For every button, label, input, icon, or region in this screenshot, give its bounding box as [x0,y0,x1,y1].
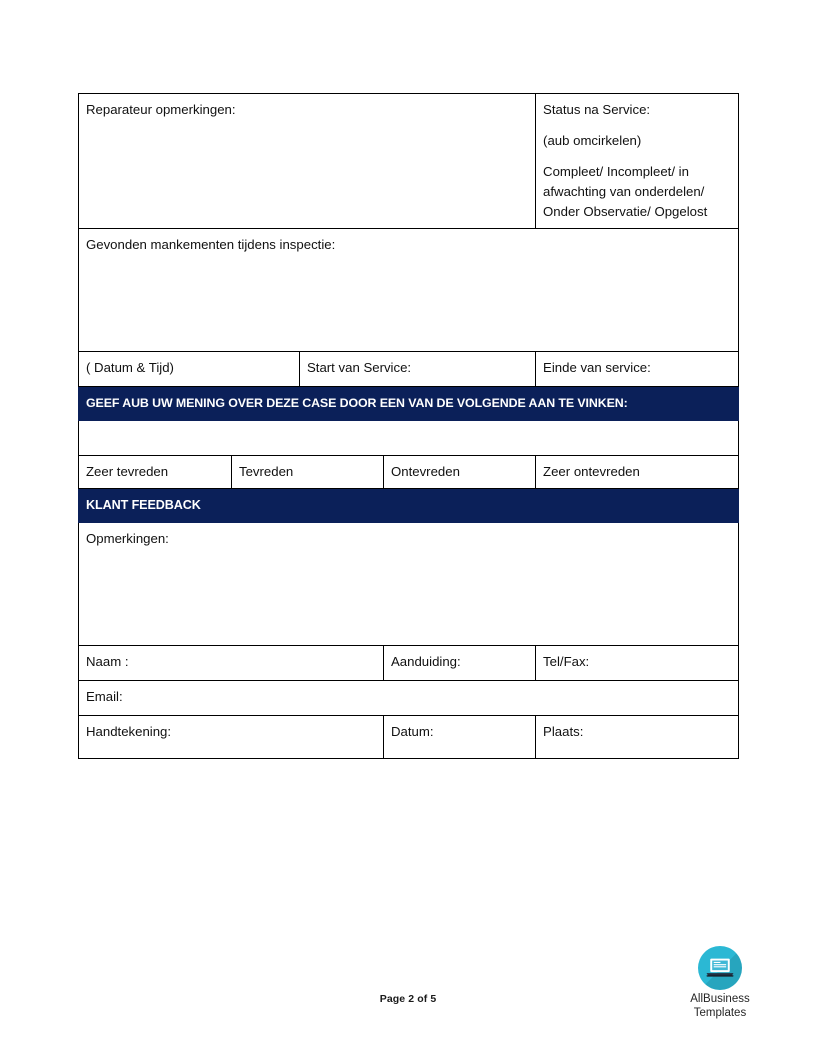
name-cell[interactable] [79,646,384,681]
customer-feedback-banner [79,489,739,523]
status-after-service-instruction: (aub omcirkelen) [543,133,642,149]
defects-found-label: Gevonden mankementen tijdens inspectie: [86,237,336,253]
service-end-label: Einde van service: [543,360,651,376]
remarks-label: Opmerkingen: [86,531,169,547]
service-start-cell[interactable] [300,352,536,387]
satisfaction-option-label: Zeer tevreden [86,464,169,480]
laptop-icon [705,957,735,978]
opinion-blank-cell[interactable] [79,421,739,456]
satisfaction-option-zeer-tevreden[interactable] [79,456,232,489]
date-time-label: ( Datum & Tijd) [86,360,174,376]
remarks-cell[interactable] [79,523,739,646]
table-row-satisfaction-options [79,456,739,489]
satisfaction-option-label: Tevreden [239,464,294,480]
table-row-remarks [79,523,739,646]
satisfaction-option-tevreden[interactable] [232,456,384,489]
table-row-defects-found [79,229,739,352]
status-after-service-options: Compleet/ Incompleet/ in afwachting van onderdelen/ Onder Observatie/ Opgelost [543,164,708,220]
repairer-notes-label: Reparateur opmerkingen: [86,102,236,117]
status-after-service-cell[interactable] [536,94,739,229]
satisfaction-option-ontevreden[interactable] [384,456,536,489]
customer-feedback-banner-text: KLANT FEEDBACK [86,498,201,513]
logo-text-line2: Templates [693,1006,747,1019]
signature-place-cell[interactable] [536,716,739,759]
defects-found-cell[interactable] [79,229,739,352]
signature-date-label: Datum: [391,724,434,740]
table-row-customer-feedback-banner [79,489,739,523]
table-row-service-times [79,352,739,387]
email-label: Email: [86,689,123,705]
page-number-text: Page 2 of 5 [379,993,437,1005]
signature-cell[interactable] [79,716,384,759]
table-row-opinion-blank [79,421,739,456]
email-cell[interactable] [79,681,739,716]
logo-text [668,993,772,1020]
service-end-cell[interactable] [536,352,739,387]
satisfaction-option-zeer-ontevreden[interactable] [536,456,739,489]
table-row-contact [79,646,739,681]
table-row-signature [79,716,739,759]
designation-label: Aanduiding: [391,654,461,670]
satisfaction-option-label: Ontevreden [391,464,460,480]
designation-cell[interactable] [384,646,536,681]
table-row-email [79,681,739,716]
logo-text-line1: AllBusiness [690,993,750,1005]
date-time-cell[interactable] [79,352,300,387]
repairer-notes-cell[interactable] [79,94,536,229]
table-row-repairer-notes [79,94,739,229]
signature-date-cell[interactable] [384,716,536,759]
service-report-form-table [78,93,739,759]
opinion-banner [79,387,739,421]
service-start-label: Start van Service: [307,360,412,376]
signature-label: Handtekening: [86,724,172,740]
signature-place-label: Plaats: [543,724,584,740]
tel-fax-label: Tel/Fax: [543,654,590,670]
table-row-opinion-banner [79,387,739,421]
name-label: Naam : [86,654,129,670]
opinion-banner-text: GEEF AUB UW MENING OVER DEZE CASE DOOR EEN VAN DE VOLGENDE AAN TE VINKEN: [86,396,628,411]
tel-fax-cell[interactable] [536,646,739,681]
satisfaction-option-label: Zeer ontevreden [543,464,640,480]
status-after-service-title: Status na Service: [543,102,651,117]
allbusiness-templates-logo[interactable] [668,946,772,1020]
logo-circle [698,946,742,990]
